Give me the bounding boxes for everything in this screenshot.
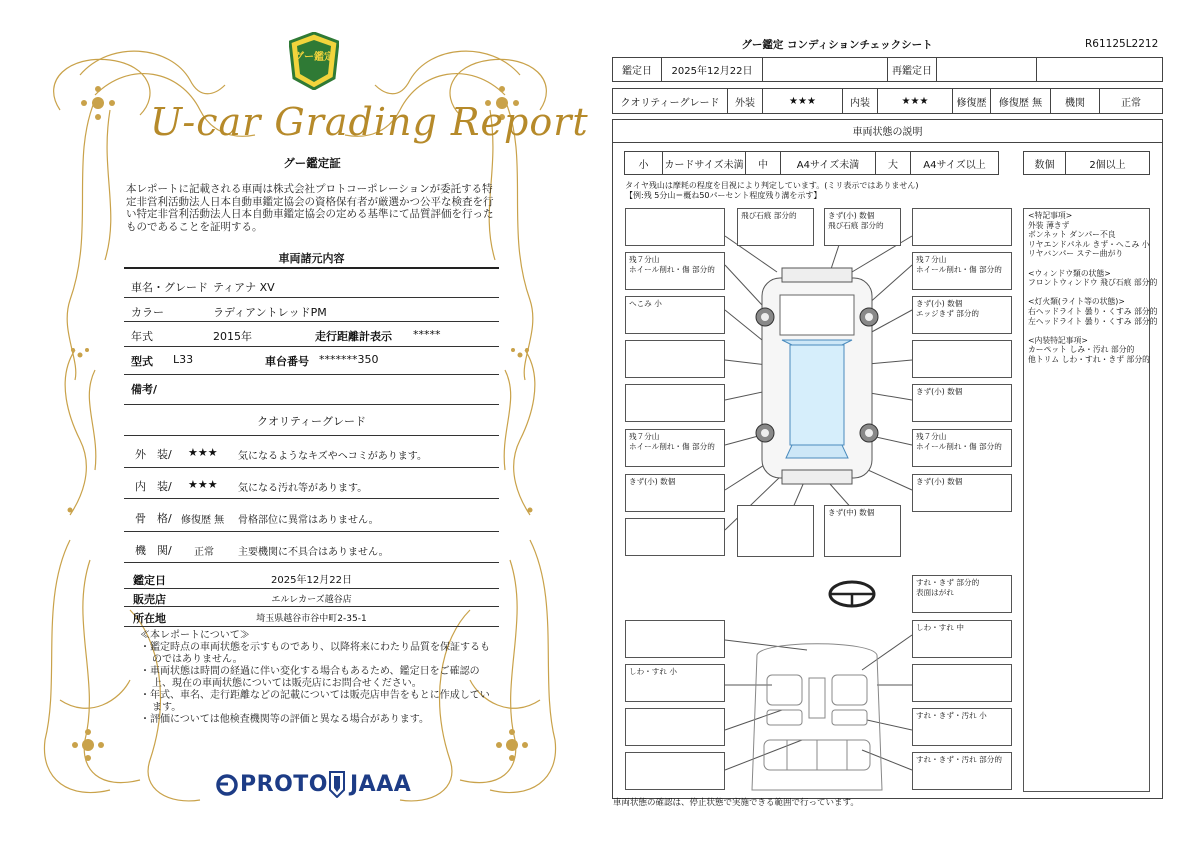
condition-box: きず(小) 数個 — [625, 474, 725, 512]
color-value: ラディアントレッドPM — [213, 306, 327, 319]
size-large-desc: A4サイズ以上 — [923, 159, 986, 171]
condition-box: 残７分山 ホイール削れ・傷 部分的 — [625, 252, 725, 290]
model-label: 型式 — [131, 355, 153, 368]
condition-box — [625, 518, 725, 556]
interior-comment: 気になる汚れ等があります。 — [238, 483, 368, 494]
note-line: ボンネット ダンパー不良 — [1028, 230, 1116, 240]
note-line: フロントウィンドウ 飛び石痕 部分的 — [1028, 278, 1158, 288]
condition-box: 残７分山 ホイール削れ・傷 部分的 — [625, 429, 725, 467]
date-row — [612, 57, 1163, 82]
condition-box — [625, 620, 725, 658]
reinspect-label: 再鑑定日 — [888, 58, 937, 81]
date-value: 2025年12月22日 — [662, 58, 763, 81]
note-line — [1028, 259, 1145, 269]
condition-box: 残７分山 ホイール削れ・傷 部分的 — [912, 252, 1012, 290]
frame-value: 修復歴 無 — [181, 515, 225, 526]
jaaa-logo-icon — [326, 770, 348, 798]
engine-comment: 主要機関に不具合はありません。 — [238, 547, 389, 558]
condition-box: きず(小) 数個 — [912, 474, 1012, 512]
certificate-intro: 本レポートに記載される車両は株式会社プロトコーポレーションが委託する特定非営利活動法人日本自動車鑑定協会の資格保有者が厳選かつ公平な検査を行い特定非営利活動法人日本自動車鑑定協会の定める基準にて品質評価を行ったものであることを証明する。 — [126, 183, 494, 233]
exterior-label: 外 装/ — [135, 448, 172, 461]
sheet-footer: 車両状態の確認は、停止状態で実施できる範囲で行っています。 — [613, 798, 859, 808]
condition-box — [625, 384, 725, 422]
condition-box — [912, 340, 1012, 378]
exterior-comment: 気になるようなキズやヘコミがあります。 — [238, 451, 427, 462]
quality-label: クオリティーグレード — [613, 89, 728, 113]
note-line: 他トリム しわ・すれ・きず 部分的 — [1028, 354, 1150, 364]
condition-box — [912, 208, 1012, 246]
remarks-label: 備考/ — [131, 383, 158, 396]
interior-stars: ★★★ — [188, 478, 218, 491]
condition-box: すれ・きず・汚れ 小 — [912, 708, 1012, 746]
date-label: 鑑定日 — [133, 574, 166, 587]
badge-label: グー鑑定 — [294, 52, 334, 63]
condition-heading: 車両状態の説明 — [612, 119, 1163, 143]
name-label: 車名・グレード — [131, 281, 208, 294]
size-large: 大 — [876, 152, 911, 174]
condition-box: 飛び石痕 部分的 — [737, 208, 814, 246]
note-line — [1028, 326, 1145, 336]
date-value: 2025年12月22日 — [271, 575, 352, 586]
condition-box: 残７分山 ホイール削れ・傷 部分的 — [912, 429, 1012, 467]
model-value: L33 — [173, 353, 194, 366]
certificate-heading: グー鑑定証 — [283, 156, 341, 170]
interior-label: 内装 — [843, 89, 878, 113]
repair-value: 修復歴 無 — [991, 89, 1051, 113]
note-line: <灯火類(ライト等の状態)> — [1028, 297, 1125, 307]
note-line: 外装 薄きず — [1028, 220, 1070, 230]
condition-box: しわ・すれ 中 — [912, 620, 1012, 658]
mileage-value: ***** — [413, 328, 441, 341]
dealer-label: 販売店 — [133, 593, 166, 606]
dealer-value: エルレカーズ越谷店 — [271, 595, 352, 605]
note-item: ・年式、車名、走行距離などの記載については販売店申告をもとに作成しています。 — [140, 690, 490, 713]
condition-box — [625, 708, 725, 746]
note-item: ・鑑定時点の車両状態を示すものであり、以降将来にわたり品質を保証するものではありません。 — [140, 642, 490, 665]
note-line: 右ヘッドライト 曇り・くすみ 部分的 — [1028, 306, 1158, 316]
note-line: <内装特記事項> — [1028, 335, 1088, 345]
interior-stars: ★★★ — [878, 89, 953, 113]
condition-box: きず(小) 数個 飛び石痕 部分的 — [824, 208, 901, 246]
year-label: 年式 — [131, 330, 153, 343]
note-line — [1028, 288, 1145, 298]
notes-heading: ≪本レポートについて≫ — [140, 630, 250, 641]
engine-label: 機 関/ — [135, 544, 172, 557]
interior-label: 内 装/ — [135, 480, 172, 493]
chassis-label: 車台番号 — [265, 355, 309, 368]
size-mid: 中 — [746, 152, 781, 174]
condition-box — [625, 752, 725, 790]
count-legend — [1023, 151, 1150, 175]
engine-value: 正常 — [1121, 97, 1141, 109]
exterior-stars: ★★★ — [763, 89, 843, 113]
name-value: ティアナ XV — [213, 281, 275, 294]
size-small: 小 — [625, 152, 663, 174]
script-title: U-car Grading Report — [150, 100, 589, 144]
size-legend — [624, 151, 999, 175]
condition-box: すれ・きず 部分的 表面はがれ — [912, 575, 1012, 613]
year-value: 2015年 — [213, 330, 252, 343]
report-id: R61125L2212 — [1085, 38, 1159, 50]
condition-box — [912, 664, 1012, 702]
date-label: 鑑定日 — [613, 58, 662, 81]
engine-label: 機関 — [1051, 89, 1100, 113]
condition-box — [625, 340, 725, 378]
size-small-desc: カードサイズ未満 — [663, 152, 746, 174]
note-line: リヤバンパー ステー曲がり — [1028, 249, 1124, 259]
note-item: ・評価については他検査機関等の評価と異なる場合があります。 — [140, 714, 429, 725]
sheet-title: グー鑑定 コンディションチェックシート — [741, 39, 933, 51]
chassis-value: *******350 — [319, 353, 379, 366]
condition-box — [625, 208, 725, 246]
count-desc: 2個以上 — [1089, 159, 1126, 171]
mileage-label: 走行距離計表示 — [315, 330, 392, 343]
address-value: 埼玉県越谷市谷中町2-35-1 — [256, 614, 367, 624]
note-line: <特記事項> — [1028, 211, 1073, 220]
frame-comment: 骨格部位に異常はありません。 — [238, 515, 379, 526]
quality-row — [612, 88, 1163, 114]
color-label: カラー — [131, 306, 164, 319]
condition-box — [737, 505, 814, 557]
note-line: 左ヘッドライト 曇り・くすみ 部分的 — [1028, 316, 1158, 326]
report-notes — [140, 630, 490, 726]
address-label: 所在地 — [133, 612, 166, 625]
exterior-label: 外装 — [728, 89, 763, 113]
note-item: ・車両状態は時間の経過に伴い変化する場合もあるため、鑑定日をご確認の上、現在の車両状態については販売店にお問合せください。 — [140, 666, 480, 689]
note-line: リヤエンドパネル きず・へこみ 小 — [1028, 239, 1150, 249]
condition-box: きず(中) 数個 — [824, 505, 901, 557]
special-notes — [1023, 208, 1158, 792]
proto-logo-icon — [216, 774, 238, 796]
note-line: <ウィンドウ類の状態> — [1028, 268, 1111, 278]
condition-box: きず(小) 数個 エッジきず 部分的 — [912, 296, 1012, 334]
quality-heading: クオリティーグレード — [257, 415, 366, 428]
condition-box: へこみ 小 — [625, 296, 725, 334]
exterior-stars: ★★★ — [188, 446, 218, 459]
engine-value: 正常 — [194, 547, 214, 558]
tire-note-2: 【例:残 5分山＝概ね50パーセント程度残り溝を示す】 — [625, 191, 822, 200]
condition-box: きず(小) 数個 — [912, 384, 1012, 422]
count-label: 数個 — [1024, 152, 1066, 174]
condition-box: すれ・きず・汚れ 部分的 — [912, 752, 1012, 790]
tire-note-1: タイヤ残山は摩耗の程度を目視により判定しています。(ミリ表示ではありません) — [625, 181, 919, 190]
size-mid-desc: A4サイズ未満 — [781, 152, 876, 174]
jaaa-logo: JAAA — [350, 772, 412, 797]
repair-label: 修復歴 — [953, 89, 991, 113]
frame-label: 骨 格/ — [135, 512, 172, 525]
proto-logo: PROTO — [240, 772, 328, 797]
condition-box: しわ・すれ 小 — [625, 664, 725, 702]
specs-heading: 車両諸元内容 — [278, 252, 345, 265]
note-line: カーペット しみ・汚れ 部分的 — [1028, 345, 1135, 355]
